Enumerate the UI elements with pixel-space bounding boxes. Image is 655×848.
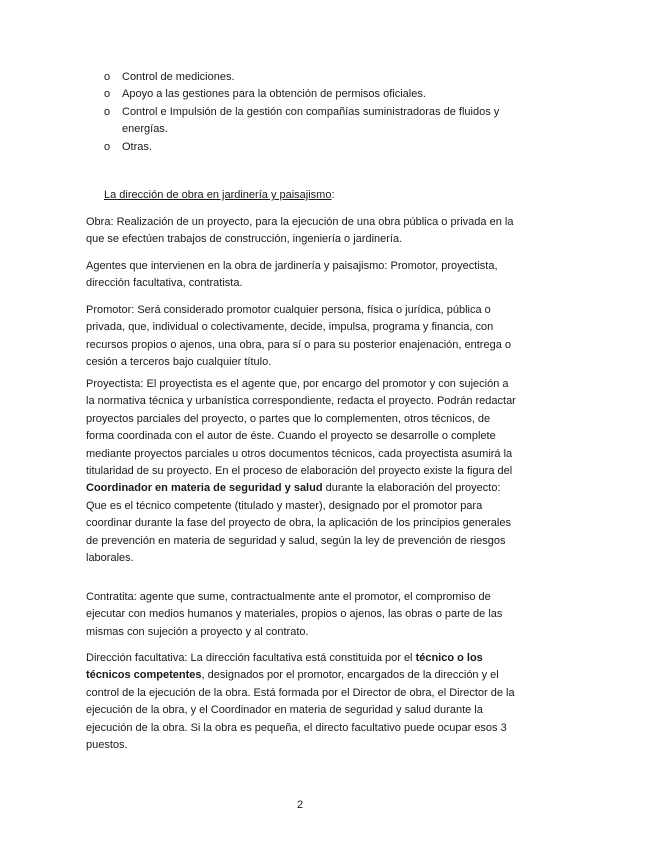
bullet-marker: o [104, 140, 111, 153]
direccion-bold-term: técnico o los técnicos competentes [86, 652, 483, 682]
section-heading [104, 187, 335, 204]
paragraph-promotor: Promotor: Será considerado promotor cualquier persona, física o jurídica, pública o privada, que, individual o colectivamente, decide, impulsa, programa y financia, con recursos propios o ajenos, una obra, para sí o para su posterior enajenación, entrega o cesión a terceros bajo cualquier título. [86, 304, 511, 369]
direccion-text-start: Dirección facultativa: La dirección facultativa está constituida por el [86, 652, 416, 664]
paragraph-proyectista [86, 376, 518, 567]
proyectista-bold-term: Coordinador en materia de seguridad y salud [86, 482, 323, 495]
section-heading-text: La dirección de obra en jardinería y paisajismo [104, 189, 332, 201]
proyectista-text-start: Proyectista: El proyectista es el agente que, por encargo del promotor y con sujeción a la normativa técnica y urbanística correspondiente, redacta el proyecto. Podrán redactar proyectos parciales del proyecto, o partes que lo complementen, otros técnicos, de forma coordinada con el autor de éste. Cuando el proyecto se desarrolle o complete mediante proyectos parciales u otros documentos técnicos, cada proyectista asumirá la titularidad de su proyecto. En el proceso de elaboración del proyecto existe la figura del [86, 378, 516, 478]
paragraph-agentes: Agentes que intervienen en la obra de jardinería y paisajismo: Promotor, proyectista, dirección facultativa, contratista. [86, 260, 498, 290]
list-item [104, 69, 534, 86]
bullet-marker: o [104, 105, 111, 118]
direccion-text-end: , designados por el promotor, encargados de la dirección y el control de la ejecución de la obra. Está formada por el Director de obra, el Director de la ejecución de la obra, y el Coordinador en materia de seguridad y salud durante la ejecución de la obra. Si la obra es pequeña, el directo facultativo puede ocupar esos 3 puestos. [86, 669, 515, 752]
bullet-marker: o [104, 88, 111, 101]
paragraph-obra: Obra: Realización de un proyecto, para la ejecución de una obra pública o privada en la que se efectúen trabajos de construcción, ingeniería o jardinería. [86, 216, 514, 246]
section-heading-colon: : [331, 189, 335, 201]
paragraph-direccion [86, 650, 518, 754]
list-item-text: Apoyo a las gestiones para la obtención de permisos oficiales. [122, 88, 426, 101]
list-item [104, 104, 534, 139]
list-item-text: Otras. [122, 140, 152, 153]
list-item [104, 86, 534, 103]
list-item [104, 139, 534, 156]
paragraph-contratista: Contratita: agente que sume, contractualmente ante el promotor, el compromiso de ejecutar con medios humanos y materiales, propios o ajenos, las obras o parte de las mismas con sujeción a proyecto y al contrato. [86, 591, 503, 638]
proyectista-text-end: durante la elaboración del proyecto: Que es el técnico competente (titulado y master), designado por el promotor para coordinar durante la fase del proyecto de obra, la aplicación de los principios generales de prevención en materia de seguridad y salud, según la ley de prevención de riesgos laborales. [86, 482, 511, 565]
bullet-marker: o [104, 71, 111, 83]
bullet-list [104, 69, 534, 156]
list-item-text: Control de mediciones. [122, 71, 235, 83]
list-item-text: Control e Impulsión de la gestión con compañías suministradoras de fluidos y energías. [122, 105, 500, 136]
page-number: 2 [296, 799, 304, 811]
